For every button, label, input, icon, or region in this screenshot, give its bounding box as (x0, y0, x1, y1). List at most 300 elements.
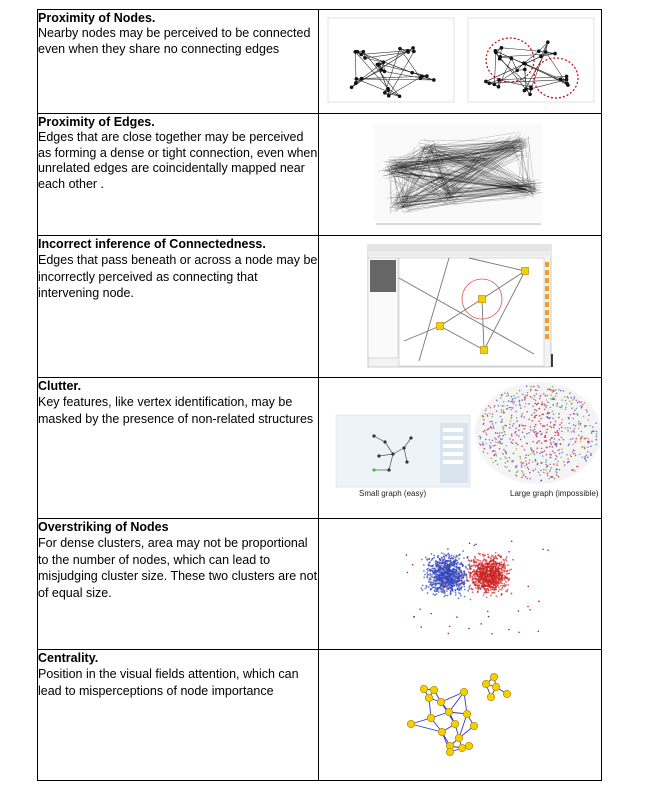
large-graph-node (592, 426, 594, 428)
cluster-node (478, 581, 480, 583)
large-graph-node (573, 398, 575, 400)
outlier-node (538, 601, 540, 603)
cluster-node (494, 572, 496, 574)
graph-node (383, 440, 386, 443)
cluster-node (506, 560, 508, 562)
cluster-node (496, 585, 498, 587)
cluster-node (501, 587, 503, 589)
large-graph-node (545, 454, 547, 456)
large-graph-node (596, 431, 598, 433)
outlier-node (467, 557, 469, 559)
cluster-node (479, 553, 481, 555)
large-graph-node (496, 455, 498, 457)
cluster-node (490, 595, 492, 597)
large-graph-node (525, 460, 527, 462)
cluster-node (478, 587, 480, 589)
large-graph-node (526, 454, 528, 456)
large-graph-node (557, 461, 559, 463)
large-graph-node (540, 418, 542, 420)
graph-edge (411, 724, 442, 732)
large-graph-node (498, 436, 500, 438)
graph-node (445, 708, 452, 715)
large-graph-node (570, 454, 572, 456)
cluster-node (477, 571, 479, 573)
large-graph-node (550, 442, 552, 444)
large-graph-node (550, 457, 552, 459)
large-graph-node (539, 452, 541, 454)
cluster-node (458, 579, 460, 581)
row-description: Key features, like vertex identification, may be masked by the presence of non-related structures (38, 395, 314, 426)
large-graph-node (540, 395, 542, 397)
large-graph-node (530, 429, 532, 431)
large-graph-node (500, 416, 502, 418)
cluster-node (459, 571, 461, 573)
cluster-node (483, 554, 485, 556)
large-graph-node (485, 443, 487, 445)
large-graph-node (533, 450, 535, 452)
outlier-node (480, 623, 482, 625)
large-graph-node (483, 416, 485, 418)
large-graph-node (503, 401, 505, 403)
large-graph-node (509, 423, 511, 425)
large-graph-node (556, 405, 558, 407)
large-graph-node (516, 475, 518, 477)
cluster-node (470, 560, 472, 562)
large-graph-node (537, 441, 539, 443)
large-graph-node (591, 431, 593, 433)
large-graph-node (519, 400, 521, 402)
cluster-node (497, 555, 499, 557)
large-graph-node (521, 466, 523, 468)
outlier-node (428, 564, 430, 566)
large-graph-node (525, 425, 527, 427)
cluster-node (431, 576, 433, 578)
large-graph-node (546, 447, 548, 449)
cluster-node (468, 586, 470, 588)
cluster-node (456, 567, 458, 569)
cluster-node (423, 564, 425, 566)
large-graph-node (494, 437, 496, 439)
cluster-node (507, 564, 509, 566)
toolbar-icon (545, 278, 549, 283)
cluster-node (488, 585, 490, 587)
large-graph-node (524, 465, 526, 467)
cluster-node (460, 587, 462, 589)
cluster-node (476, 583, 478, 585)
cluster-node (440, 569, 442, 571)
large-graph-caption: Large graph (impossible) (510, 489, 599, 498)
cluster-node (459, 584, 461, 586)
large-graph-node (536, 393, 538, 395)
large-graph-node (561, 437, 563, 439)
outlier-node (508, 629, 510, 631)
large-graph-node (524, 406, 526, 408)
large-graph-node (491, 427, 493, 429)
large-graph-node (546, 407, 548, 409)
cluster-node (448, 588, 450, 590)
large-graph-node (562, 419, 564, 421)
large-graph-node (495, 422, 497, 424)
cluster-node (490, 589, 492, 591)
large-graph-node (587, 446, 589, 448)
outlier-node (511, 593, 513, 595)
large-graph-node (541, 401, 543, 403)
large-graph-node (493, 406, 495, 408)
graph-node (565, 75, 569, 79)
side-panel-field (443, 460, 463, 464)
cluster-node (455, 563, 457, 565)
large-graph-node (511, 396, 513, 398)
cluster-node (443, 561, 445, 563)
graph-node (510, 57, 514, 61)
large-graph-node (512, 439, 514, 441)
large-graph-node (567, 430, 569, 432)
large-graph-node (550, 439, 552, 441)
cluster-node (495, 579, 497, 581)
large-graph-node (546, 405, 548, 407)
large-graph-node (499, 441, 501, 443)
large-graph-node (512, 442, 514, 444)
large-graph-node (523, 474, 525, 476)
large-graph-node (586, 454, 588, 456)
large-graph-node (570, 456, 572, 458)
cluster-node (492, 572, 494, 574)
outlier-node (475, 543, 477, 545)
cluster-node (451, 555, 453, 557)
large-graph-node (560, 390, 562, 392)
cluster-node (450, 582, 452, 584)
cluster-node (501, 576, 503, 578)
graph-node (479, 296, 486, 303)
large-graph-node (527, 392, 529, 394)
large-graph-node (503, 431, 505, 433)
large-graph-node (541, 462, 543, 464)
cluster-node (487, 591, 489, 593)
cluster-node (481, 566, 483, 568)
row-title: Centrality. (38, 651, 99, 665)
cluster-node (441, 562, 443, 564)
large-graph-node (531, 420, 533, 422)
large-graph-node (502, 453, 504, 455)
cluster-node (506, 591, 508, 593)
large-graph-node (493, 445, 495, 447)
large-graph-node (519, 425, 521, 427)
large-graph-node (549, 412, 551, 414)
large-graph-node (564, 464, 566, 466)
large-graph-node (566, 454, 568, 456)
cluster-node (496, 595, 498, 597)
cluster-node (501, 563, 503, 565)
outlier-node (468, 628, 470, 630)
cluster-node (485, 585, 487, 587)
large-graph-node (557, 430, 559, 432)
cluster-node (481, 578, 483, 580)
graph-node (354, 81, 358, 85)
large-graph-node (495, 439, 497, 441)
cluster-node (433, 554, 435, 556)
large-graph-node (500, 438, 502, 440)
large-graph-node (575, 455, 577, 457)
cluster-node (489, 579, 491, 581)
cluster-node (464, 582, 466, 584)
large-graph-node (487, 452, 489, 454)
graph-node (409, 436, 412, 439)
large-graph-node (504, 456, 506, 458)
large-graph-node (581, 436, 583, 438)
large-graph-node (508, 394, 510, 396)
cluster-node (431, 568, 433, 570)
graph-node (446, 748, 453, 755)
large-graph-node (520, 461, 522, 463)
large-graph-node (506, 395, 508, 397)
large-graph-node (580, 401, 582, 403)
large-graph-node (515, 442, 517, 444)
cluster-node (466, 580, 468, 582)
large-graph-node (529, 472, 531, 474)
large-graph-node (544, 405, 546, 407)
cluster-node (475, 571, 477, 573)
large-graph-node (543, 472, 545, 474)
large-graph-node (515, 404, 517, 406)
large-graph-node (574, 450, 576, 452)
cluster-node (472, 591, 474, 593)
large-graph-node (499, 448, 501, 450)
graph-node (559, 77, 563, 81)
cluster-node (437, 556, 439, 558)
graph-node (360, 77, 364, 81)
large-graph-node (544, 409, 546, 411)
graph-node (383, 70, 387, 74)
large-graph-node (517, 444, 519, 446)
outlier-node (412, 564, 414, 566)
cluster-node (422, 585, 424, 587)
cluster-node (443, 559, 445, 561)
large-graph-node (511, 415, 513, 417)
large-graph-node (497, 432, 499, 434)
cluster-node (480, 588, 482, 590)
cluster-node (478, 569, 480, 571)
large-graph-node (521, 477, 523, 479)
large-graph-node (561, 399, 563, 401)
large-graph-node (589, 425, 591, 427)
outlier-node (491, 588, 493, 590)
cluster-node (434, 587, 436, 589)
large-graph-node (515, 411, 517, 413)
graph-node (493, 83, 497, 87)
row-title: Overstriking of Nodes (38, 520, 169, 534)
large-graph-node (547, 475, 549, 477)
cluster-node (506, 570, 508, 572)
thumbnail-panel (370, 260, 396, 292)
row-text-cell (38, 519, 319, 650)
large-graph-node (533, 398, 535, 400)
large-graph-node (546, 429, 548, 431)
cluster-node (480, 560, 482, 562)
large-graph-node (564, 396, 566, 398)
cluster-node (499, 571, 501, 573)
cluster-node (487, 589, 489, 591)
large-graph-node (505, 462, 507, 464)
cluster-node (483, 594, 485, 596)
cluster-node (432, 581, 434, 583)
large-graph-node (565, 406, 567, 408)
large-graph-node (574, 396, 576, 398)
row-image-cell (319, 10, 602, 114)
large-graph-node (546, 399, 548, 401)
large-graph-node (531, 414, 533, 416)
graph-node (544, 50, 548, 54)
graph-node (405, 460, 408, 463)
cluster-node (484, 585, 486, 587)
large-graph-node (582, 404, 584, 406)
large-graph-node (575, 425, 577, 427)
large-graph-node (503, 405, 505, 407)
cluster-node (498, 565, 500, 567)
large-graph-node (544, 435, 546, 437)
cluster-node (439, 567, 441, 569)
large-graph-node (556, 464, 558, 466)
large-graph-node (554, 478, 556, 480)
graph-node (458, 744, 465, 751)
large-graph-node (510, 401, 512, 403)
cluster-node (495, 552, 497, 554)
cluster-node (478, 564, 480, 566)
cluster-node (499, 578, 501, 580)
graph-node (387, 94, 391, 98)
cluster-node (443, 592, 445, 594)
cluster-node (436, 573, 438, 575)
row-image-cell (319, 650, 602, 781)
large-graph-node (549, 446, 551, 448)
large-graph-node (584, 402, 586, 404)
large-graph-node (504, 466, 506, 468)
graph-node (498, 55, 502, 59)
large-graph-node (550, 407, 552, 409)
large-graph-node (569, 400, 571, 402)
large-graph-node (511, 401, 513, 403)
large-graph-node (483, 423, 485, 425)
large-graph-node (554, 424, 556, 426)
large-graph-node (553, 452, 555, 454)
cluster-node (487, 556, 489, 558)
large-graph-node (489, 445, 491, 447)
cluster-node (486, 588, 488, 590)
large-graph-node (536, 390, 538, 392)
connectedness-screenshot-figure (319, 236, 601, 377)
cluster-node (458, 554, 460, 556)
large-graph-node (497, 464, 499, 466)
cluster-node (452, 568, 454, 570)
cluster-node (484, 559, 486, 561)
large-graph-node (552, 386, 554, 388)
cluster-node (487, 577, 489, 579)
cluster-node (438, 569, 440, 571)
cluster-node (458, 574, 460, 576)
large-graph-node (512, 407, 514, 409)
table-row (38, 114, 602, 236)
cluster-node (453, 582, 455, 584)
large-graph-node (563, 439, 565, 441)
cluster-node (434, 580, 436, 582)
large-graph-node (550, 454, 552, 456)
large-graph-node (482, 444, 484, 446)
large-graph-node (501, 443, 503, 445)
graph-node (487, 81, 491, 85)
graph-node (523, 68, 527, 72)
large-graph-node (561, 431, 563, 433)
large-graph-node (578, 427, 580, 429)
toolbar-icon (545, 318, 549, 323)
cluster-node (495, 569, 497, 571)
large-graph-node (509, 427, 511, 429)
cluster-node (504, 577, 506, 579)
large-graph-node (517, 470, 519, 472)
graph-node (420, 685, 427, 692)
outlier-node (529, 609, 531, 611)
cluster-node (482, 568, 484, 570)
large-graph-node (552, 410, 554, 412)
large-graph-node (482, 442, 484, 444)
large-graph-node (572, 451, 574, 453)
graph-node (438, 728, 445, 735)
large-graph-node (523, 462, 525, 464)
cluster-node (481, 586, 483, 588)
large-graph-node (500, 421, 502, 423)
large-graph-node (516, 417, 518, 419)
large-graph-node (536, 403, 538, 405)
large-graph-node (547, 465, 549, 467)
cluster-node (469, 577, 471, 579)
cluster-node (474, 557, 476, 559)
large-graph-node (569, 392, 571, 394)
cluster-node (446, 571, 448, 573)
large-graph-node (565, 427, 567, 429)
cluster-node (491, 561, 493, 563)
large-graph-node (526, 443, 528, 445)
large-graph-node (479, 443, 481, 445)
outlier-node (448, 633, 450, 635)
large-graph-node (530, 453, 532, 455)
large-graph-node (559, 453, 561, 455)
large-graph-node (506, 408, 508, 410)
large-graph-node (516, 472, 518, 474)
large-graph-node (595, 438, 597, 440)
graph-node (437, 698, 444, 705)
large-graph-node (553, 463, 555, 465)
large-graph-node (495, 453, 497, 455)
graph-node (350, 85, 354, 89)
large-graph-node (575, 440, 577, 442)
toolbar-icon (545, 262, 549, 267)
cluster-node (459, 593, 461, 595)
cluster-node (503, 560, 505, 562)
large-graph-node (572, 438, 574, 440)
large-graph-node (491, 458, 493, 460)
large-graph-node (559, 406, 561, 408)
cluster-node (477, 579, 479, 581)
large-graph-node (494, 445, 496, 447)
large-graph-node (548, 388, 550, 390)
large-graph-node (521, 470, 523, 472)
cluster-node (429, 574, 431, 576)
large-graph-node (558, 389, 560, 391)
cluster-node (482, 572, 484, 574)
cluster-node (473, 565, 475, 567)
large-graph-node (483, 451, 485, 453)
cluster-node (495, 588, 497, 590)
cluster-node (462, 550, 464, 552)
cluster-node (475, 581, 477, 583)
